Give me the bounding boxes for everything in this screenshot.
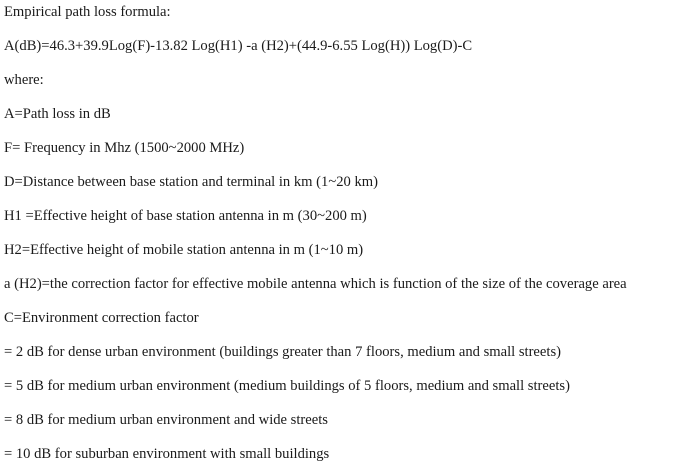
definition-environment-factor: C=Environment correction factor — [4, 310, 199, 326]
definition-base-antenna-height: H1 =Effective height of base station antenna in m (30~200 m) — [4, 208, 367, 224]
environment-value-wide-streets: = 8 dB for medium urban environment and wide streets — [4, 412, 328, 428]
environment-value-dense-urban: = 2 dB for dense urban environment (buildings greater than 7 floors, medium and small streets) — [4, 344, 561, 360]
where-label: where: — [4, 72, 44, 88]
heading-text: Empirical path loss formula: — [4, 4, 171, 20]
environment-value-suburban: = 10 dB for suburban environment with small buildings — [4, 446, 330, 462]
definition-frequency: F= Frequency in Mhz (1500~2000 MHz) — [4, 140, 245, 156]
formula-text: A(dB)=46.3+39.9Log(F)-13.82 Log(H1) -a (H2)+(44.9-6.55 Log(H)) Log(D)-C — [4, 38, 473, 54]
definition-path-loss: A=Path loss in dB — [4, 106, 111, 122]
definition-mobile-antenna-height: H2=Effective height of mobile station antenna in m (1~10 m) — [4, 242, 364, 258]
definition-correction-factor: a (H2)=the correction factor for effective mobile antenna which is function of the size of the coverage area — [4, 276, 627, 292]
environment-value-medium-urban: = 5 dB for medium urban environment (medium buildings of 5 floors, medium and small streets) — [4, 378, 570, 394]
definition-distance: D=Distance between base station and terminal in km (1~20 km) — [4, 174, 378, 190]
